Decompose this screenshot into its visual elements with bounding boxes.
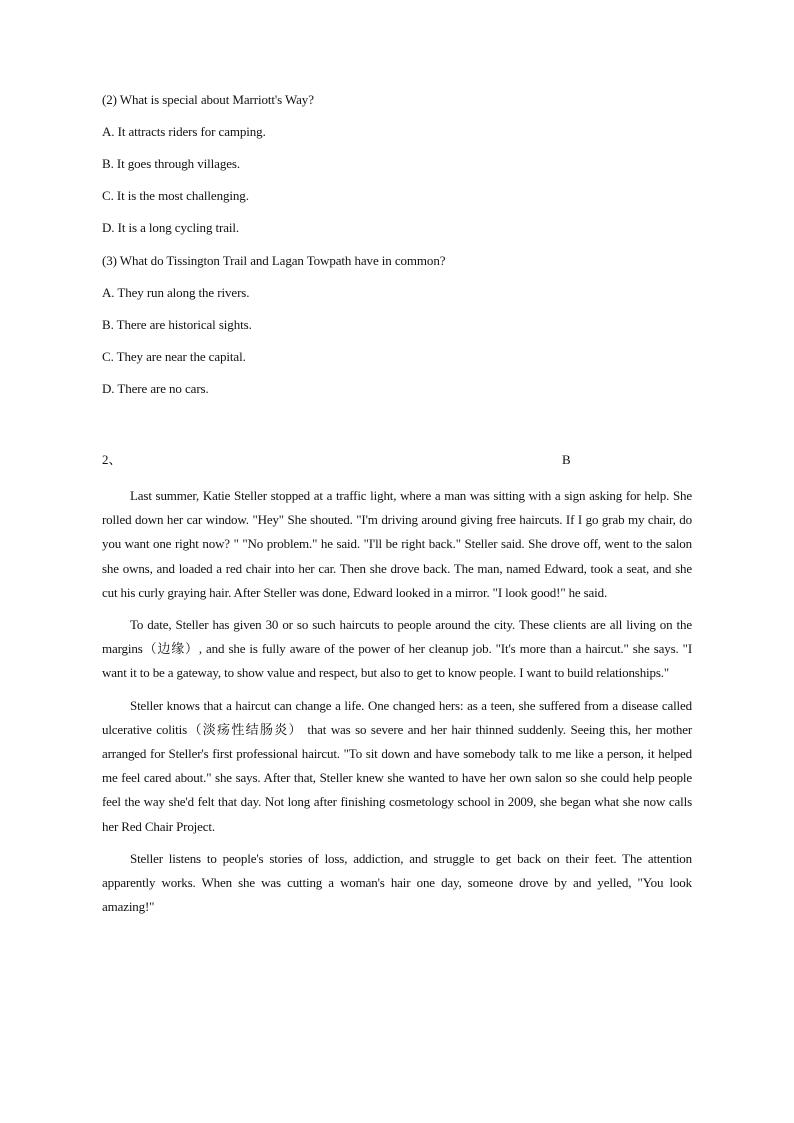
passage-paragraph-4: Steller listens to people's stories of loss, addiction, and struggle to get back on their feet. The attention apparently works. When she was cutting a woman's hair one day, someone drove by and yelled, "You look amazing!" — [102, 850, 692, 915]
passage-paragraph-1: Last summer, Katie Steller stopped at a traffic light, where a man was sitting with a sign asking for help. She rolled down her car window. "Hey" She shouted. "I'm driving around giving free haircuts. If I go grab my chair, do you want one right now? " "No problem." he said. "I'll be right back." Steller said. She drove off, went to the salon she owns, and loaded a red chair into her car. Then she drove back. The man, named Edward, took a seat, and she cut his curly graying hair. After Steller was done, Edward looked in a mirror. "I look good!" he said. — [102, 488, 692, 600]
question-3-option-b: B. There are historical sights. — [102, 317, 252, 332]
section-letter: B — [562, 452, 571, 467]
passage-paragraph-2: To date, Steller has given 30 or so such haircuts to people around the city. These clients are all living on the margins（边缘）, and she is fully aware of the power of her cleanup job. "It's more than a haircut." she says. "I want it to be a gateway, to show value and respect, but also to get to know people. I want to build relationships." — [102, 617, 692, 681]
question-3-option-a: A. They run along the rivers. — [102, 285, 250, 300]
question-2-option-b: B. It goes through villages. — [102, 156, 241, 171]
question-2-stem: (2) What is special about Marriott's Way? — [102, 92, 314, 107]
question-2-option-a: A. It attracts riders for camping. — [102, 124, 266, 139]
section-number: 2、 — [102, 452, 122, 467]
reading-passage — [102, 484, 692, 927]
question-2-option-c: C. It is the most challenging. — [102, 188, 249, 203]
passage-paragraph-3: Steller knows that a haircut can change a life. One changed hers: as a teen, she suffered from a disease called ulcerative colitis（淡疡性结肠炎） that was so severe and her hair thinned suddenly. Seeing this, her mother arranged for Steller's first professional haircut. "To sit down and have somebody talk to me like a person, it helped me feel cared about." she says. After that, Steller knew she wanted to have her own salon so she could help people feel the way she'd felt that day. Not long after finishing cosmetology school in 2009, she began what she now calls her Red Chair Project. — [102, 697, 692, 834]
question-2-option-d: D. It is a long cycling trail. — [102, 220, 240, 235]
question-3-option-c: C. They are near the capital. — [102, 349, 246, 364]
question-3-stem: (3) What do Tissington Trail and Lagan Towpath have in common? — [102, 253, 446, 268]
question-3-option-d: D. There are no cars. — [102, 381, 209, 396]
